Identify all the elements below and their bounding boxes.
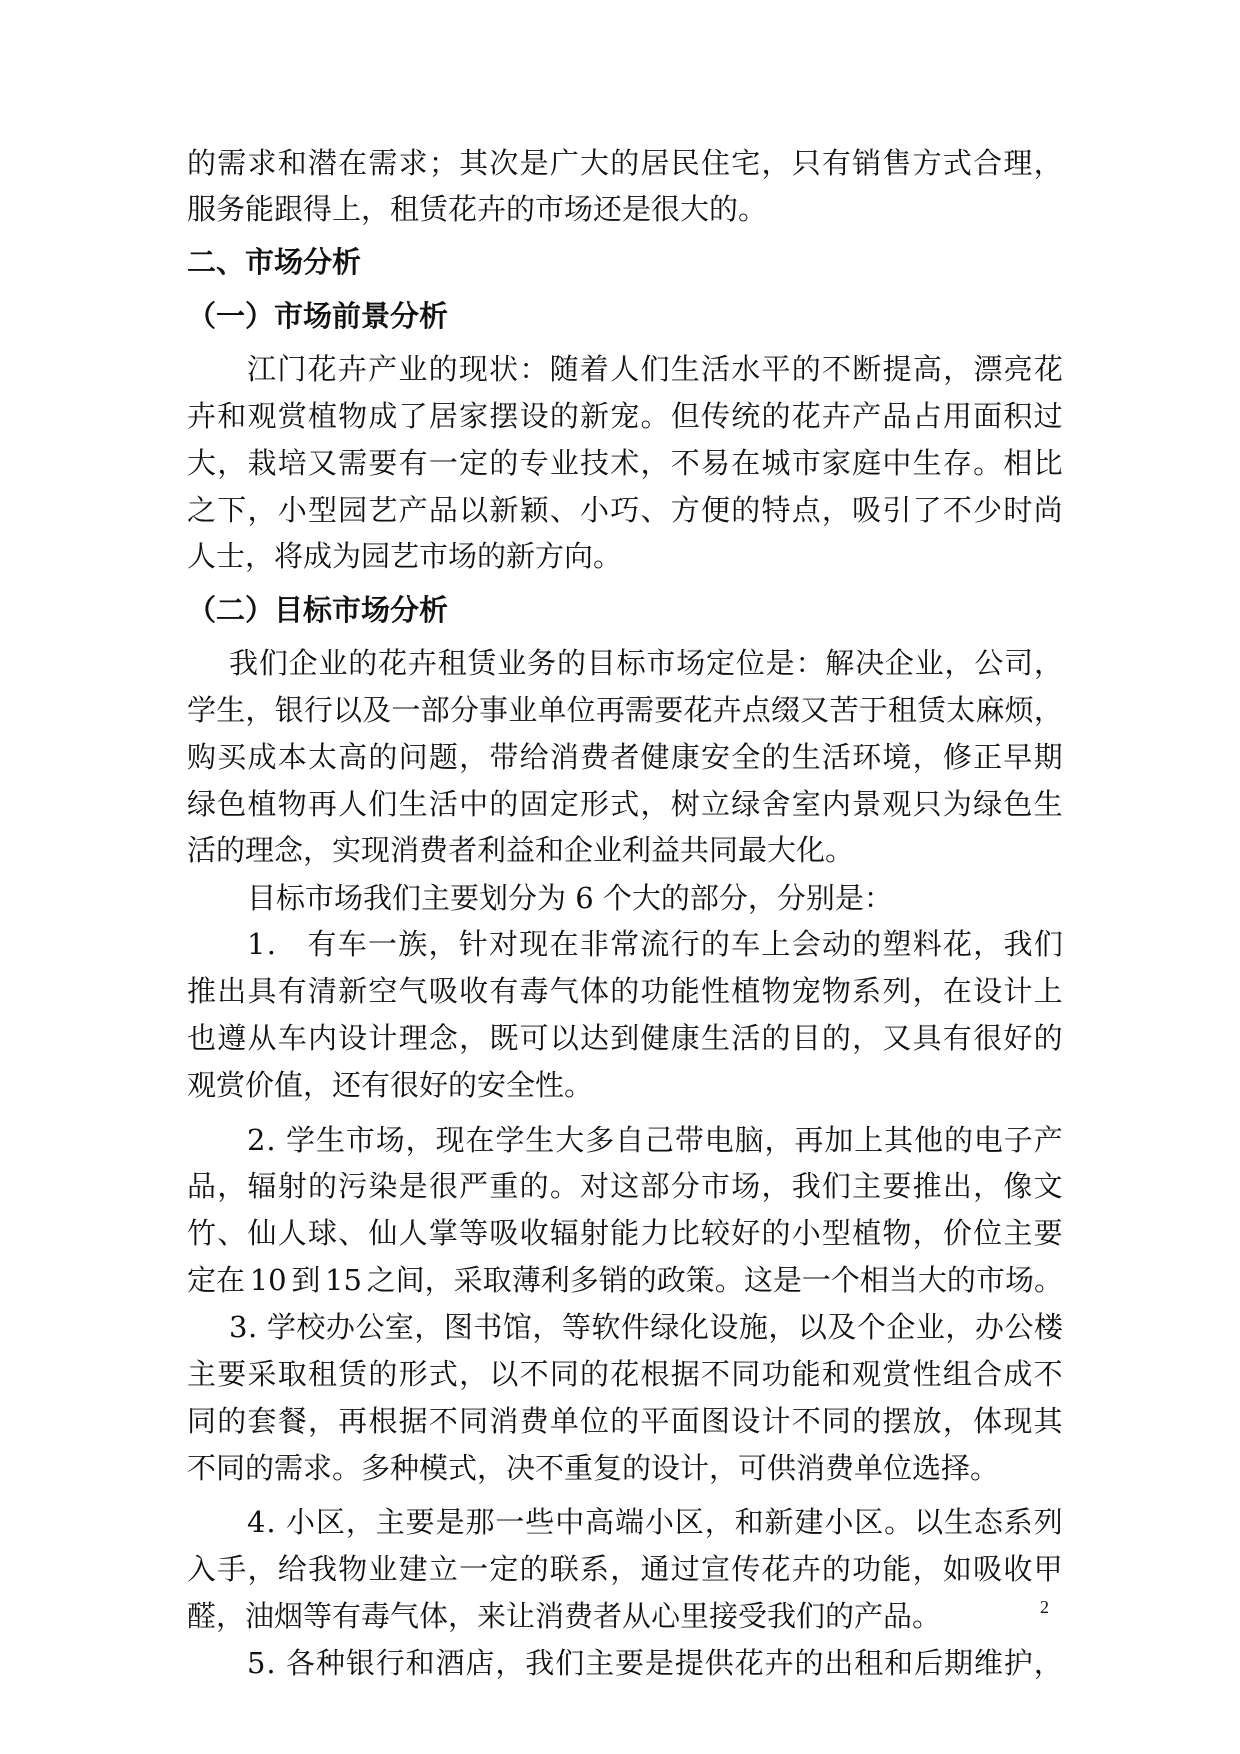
list-item-line: 2 . 学 生 市 场 ， 现 在 学 生 大 多 自 己 带 电 脑 ， 再 加 上 其 他 的 电 子 产 bbox=[247, 1123, 1063, 1157]
paragraph-line: 目标市场我们主要划分为 6 个大的部分，分别是： bbox=[247, 881, 893, 915]
list-item-line: 不同的需求。多种模式，决不重复的设计，可供消费单位选择。 bbox=[187, 1451, 1000, 1485]
paragraph-line: 人士，将成为园艺市场的新方向。 bbox=[187, 539, 623, 573]
list-item-line: 4 . 小 区 ， 主 要 是 那 一 些 中 高 端 小 区 ， 和 新 建 小 区 。 以 生 态 系 列 bbox=[247, 1505, 1063, 1539]
paragraph-line: 服务能跟得上，租赁花卉的市场还是很大的。 bbox=[187, 192, 768, 226]
paragraph-line: 我 们 企 业 的 花 卉 租 赁 业 务 的 目 标 市 场 定 位 是 ： 解 决 企 业 ， 公 司 ， bbox=[229, 646, 1063, 680]
paragraph-line: 学 生 ， 银 行 以 及 一 部 分 事 业 单 位 再 需 要 花 卉 点 缀 又 苦 于 租 赁 太 麻 烦 ， bbox=[187, 693, 1063, 727]
subsection-heading: （二）目标市场分析 bbox=[187, 593, 449, 627]
list-item-line: 也 遵 从 车 内 设 计 理 念 ， 既 可 以 达 到 健 康 生 活 的 目 的 ， 又 具 有 很 好 的 bbox=[187, 1021, 1063, 1055]
list-item-line: 1 . 有 车 一 族 ， 针 对 现 在 非 常 流 行 的 车 上 会 动 的 塑 料 花 ， 我 们 bbox=[247, 927, 1063, 961]
paragraph-line: 卉 和 观 赏 植 物 成 了 居 家 摆 设 的 新 宠 。 但 传 统 的 花 卉 产 品 占 用 面 积 过 bbox=[187, 399, 1063, 433]
list-item-line: 观赏价值，还有很好的安全性。 bbox=[187, 1068, 594, 1102]
section-heading: 二、市场分析 bbox=[187, 245, 362, 279]
paragraph-line: 绿 色 植 物 再 人 们 生 活 中 的 固 定 形 式 ， 树 立 绿 舍 室 内 景 观 只 为 绿 色 生 bbox=[187, 787, 1063, 821]
subsection-heading: （一）市场前景分析 bbox=[187, 299, 449, 333]
paragraph-line: 活的理念，实现消费者利益和企业利益共同最大化。 bbox=[187, 833, 855, 867]
list-item-line: 推 出 具 有 清 新 空 气 吸 收 有 毒 气 体 的 功 能 性 植 物 宠 物 系 列 ， 在 设 计 上 bbox=[187, 974, 1063, 1008]
list-item-line: 竹 、 仙 人 球 、 仙 人 掌 等 吸 收 辐 射 能 力 比 较 好 的 小 型 植 物 ， 价 位 主 要 bbox=[187, 1216, 1063, 1250]
paragraph-line: 购 买 成 本 太 高 的 问 题 ， 带 给 消 费 者 健 康 安 全 的 生 活 环 境 ， 修 正 早 期 bbox=[187, 740, 1063, 774]
paragraph-line: 的 需 求 和 潜 在 需 求 ； 其 次 是 广 大 的 居 民 住 宅 ， 只 有 销 售 方 式 合 理 ， bbox=[187, 146, 1063, 180]
list-item-line: 入 手 ， 给 我 物 业 建 立 一 定 的 联 系 ， 通 过 宣 传 花 卉 的 功 能 ， 如 吸 收 甲 bbox=[187, 1552, 1063, 1586]
paragraph-line: 之 下 ， 小 型 园 艺 产 品 以 新 颖 、 小 巧 、 方 便 的 特 点 ， 吸 引 了 不 少 时 尚 bbox=[187, 493, 1063, 527]
paragraph-line: 江 门 花 卉 产 业 的 现 状 ： 随 着 人 们 生 活 水 平 的 不 断 提 高 ， 漂 亮 花 bbox=[247, 352, 1063, 386]
list-item-line: 主 要 采 取 租 赁 的 形 式 ， 以 不 同 的 花 根 据 不 同 功 能 和 观 赏 性 组 合 成 不 bbox=[187, 1357, 1063, 1391]
list-item-line: 醛，油烟等有毒气体，来让消费者从心里接受我们的产品。 bbox=[187, 1599, 942, 1633]
list-item-line: 3 . 学 校 办 公 室 ， 图 书 馆 ， 等 软 件 绿 化 设 施 ， 以 及 个 企 业 ， 办 公 楼 bbox=[229, 1310, 1063, 1344]
list-item-line: 定 在 1 0 到 1 5 之 间 ， 采 取 薄 利 多 销 的 政 策 。 这 是 一 个 相 当 大 的 市 场 。 bbox=[187, 1263, 1063, 1297]
list-item-line: 同 的 套 餐 ， 再 根 据 不 同 消 费 单 位 的 平 面 图 设 计 不 同 的 摆 放 ， 体 现 其 bbox=[187, 1404, 1063, 1438]
paragraph-line: 大 ， 栽 培 又 需 要 有 一 定 的 专 业 技 术 ， 不 易 在 城 市 家 庭 中 生 存 。 相 比 bbox=[187, 446, 1063, 480]
list-item-line: 品 ， 辐 射 的 污 染 是 很 严 重 的 。 对 这 部 分 市 场 ， 我 们 主 要 推 出 ， 像 文 bbox=[187, 1169, 1063, 1203]
list-item-line: 5 . 各 种 银 行 和 酒 店 ， 我 们 主 要 是 提 供 花 卉 的 出 租 和 后 期 维 护 ， bbox=[247, 1646, 1063, 1680]
page-number: 2 bbox=[1040, 1597, 1049, 1617]
